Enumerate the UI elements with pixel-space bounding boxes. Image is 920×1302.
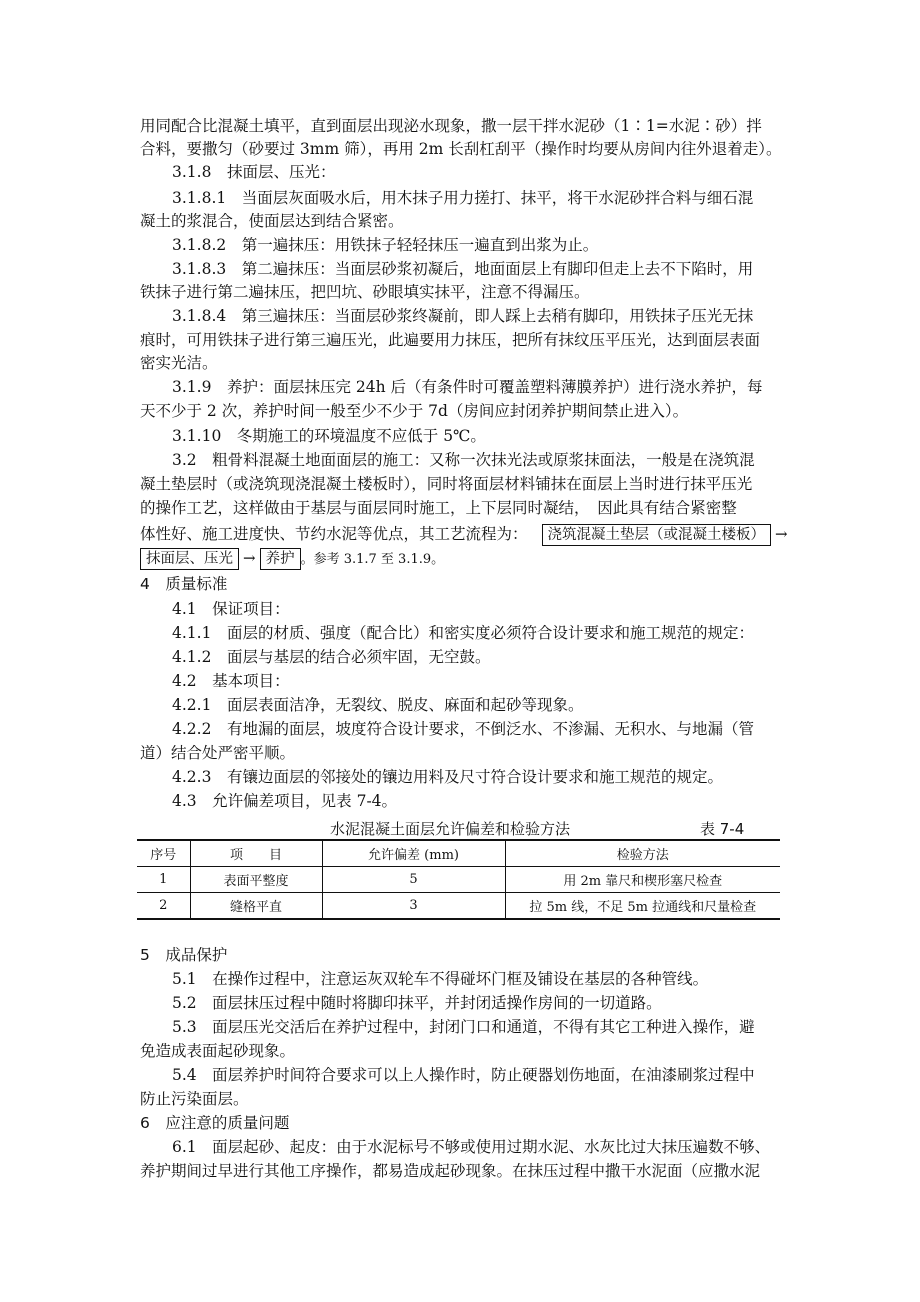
- subsection-heading: 3.1.8 抹面层、压光：: [172, 163, 336, 181]
- paragraph-line: 3.1.9 养护：面层抹压完 24h 后（有条件时可覆盖塑料薄膜养护）进行浇水养护，每: [172, 378, 763, 396]
- paragraph-line: 4.2.3 有镶边面层的邻接处的镶边用料及尺寸符合设计要求和施工规范的规定。: [172, 768, 723, 786]
- section-heading: 5 成品保护: [140, 946, 228, 964]
- paragraph-line: 的操作工艺，这样做由于基层与面层同时施工，上下层同时凝结， 因此具有结合紧密整: [140, 499, 737, 517]
- paragraph-line: 5.1 在操作过程中，注意运灰双轮车不得碰坏门框及铺设在基层的各种管线。: [172, 970, 709, 988]
- paragraph-line: 凝土的浆混合，使面层达到结合紧密。: [140, 212, 404, 230]
- paragraph-line: 痕时，可用铁抹子进行第三遍压光，此遍要用力抹压，把所有抹纹压平压光，达到面层表面: [140, 331, 761, 349]
- tolerance-table: [137, 839, 780, 920]
- paragraph-line: 道）结合处严密平顺。: [140, 744, 296, 762]
- paragraph-line: 防止污染面层。: [140, 1090, 249, 1108]
- paragraph-line: 4.1.1 面层的材质、强度（配合比）和密实度必须符合设计要求和施工规范的规定：: [172, 624, 754, 642]
- paragraph-line: 铁抹子进行第二遍抹压，把凹坑、砂眼填实抹平，注意不得漏压。: [140, 283, 590, 301]
- flow-step-box: 浇筑混凝土垫层（或混凝土楼板）: [542, 524, 772, 546]
- paragraph-line: 养护期间过早进行其他工序操作，都易造成起砂现象。在抹压过程中撒干水泥面（应撒水泥: [140, 1162, 761, 1180]
- paragraph-line: 3.1.8.4 第三遍抹压：当面层砂浆终凝前，即人踩上去稍有脚印，用铁抹子压光无抹: [172, 307, 754, 325]
- table-cell: 表面平整度: [190, 867, 322, 893]
- paragraph-line: 3.1.8.1 当面层灰面吸水后，用木抹子用力搓打、抹平，将干水泥砂拌合料与细石混: [172, 189, 754, 207]
- paragraph-line: 4.3 允许偏差项目，见表 7-4。: [172, 792, 398, 810]
- paragraph-line: 3.2 粗骨料混凝土地面面层的施工：又称一次抹光法或原浆抹面法，一般是在浇筑混: [172, 451, 755, 469]
- section-heading: 4 质量标准: [140, 575, 228, 593]
- paragraph-line: 凝土垫层时（或浇筑现浇混凝土楼板时），同时将面层材料铺抹在面层上当时进行抹平压光: [140, 475, 753, 493]
- paragraph-line: 3.1.8.2 第一遍抹压：用铁抹子轻轻抹压一遍直到出浆为止。: [172, 236, 599, 254]
- table-cell: 拉 5m 线，不足 5m 拉通线和尺量检查: [505, 893, 780, 920]
- paragraph-text: 。参考 3.1.7 至 3.1.9。: [300, 552, 445, 567]
- section-heading: 6 应注意的质量问题: [140, 1114, 290, 1132]
- flow-arrow-icon: →: [775, 525, 788, 543]
- paragraph-text: 体性好、施工进度快、节约水泥等优点，其工艺流程为：: [140, 525, 528, 543]
- table-number: 表 7-4: [700, 820, 745, 838]
- flow-arrow-icon: →: [243, 549, 256, 567]
- column-header: 项 目: [190, 840, 322, 867]
- paragraph-line: 3.1.10 冬期施工的环境温度不应低于 5℃。: [172, 427, 486, 445]
- paragraph-line: 5.4 面层养护时间符合要求可以上人操作时，防止硬器划伤地面，在油漆刷浆过程中: [172, 1066, 755, 1084]
- paragraph-line: 6.1 面层起砂、起皮：由于水泥标号不够或使用过期水泥、水灰比过大抹压遍数不够、: [172, 1138, 771, 1156]
- paragraph-line: 天不少于 2 次，养护时间一般至少不少于 7d（房间应封闭养护期间禁止进入）。: [140, 402, 689, 420]
- flow-step-box: 养护: [260, 548, 301, 570]
- paragraph-line: 5.2 面层抹压过程中随时将脚印抹平，并封闭适操作房间的一切道路。: [172, 994, 662, 1012]
- column-header: 序号: [137, 840, 190, 867]
- table-caption: 水泥混凝土面层允许偏差和检验方法: [330, 820, 571, 838]
- table-cell: 2: [137, 893, 190, 920]
- table-row: [137, 867, 780, 893]
- paragraph-line: 4.2.2 有地漏的面层，坡度符合设计要求，不倒泛水、不渗漏、无积水、与地漏（管: [172, 720, 754, 738]
- table-cell: 用 2m 靠尺和楔形塞尺检查: [505, 867, 780, 893]
- table-header-row: [137, 840, 780, 867]
- paragraph-line: 4.1 保证项目：: [172, 600, 290, 618]
- paragraph-line: 4.1.2 面层与基层的结合必须牢固，无空鼓。: [172, 648, 491, 666]
- column-header: 允许偏差 (mm): [322, 840, 505, 867]
- paragraph-line: 4.2.1 面层表面洁净，无裂纹、脱皮、麻面和起砂等现象。: [172, 696, 584, 714]
- paragraph-line: [140, 523, 792, 546]
- paragraph-line: [140, 547, 444, 571]
- paragraph-line: 免造成表面起砂现象。: [140, 1042, 296, 1060]
- table-row: [137, 893, 780, 920]
- paragraph-line: 3.1.8.3 第二遍抹压：当面层砂浆初凝后，地面面层上有脚印但走上去不下陷时，用: [172, 260, 754, 278]
- flow-step-box: 抹面层、压光: [140, 548, 239, 570]
- paragraph-line: 合料，要撒匀（砂要过 3mm 筛），再用 2m 长刮杠刮平（操作时均要从房间内往外退着走）。: [140, 140, 782, 158]
- table-cell: 5: [322, 867, 505, 893]
- table-cell: 3: [322, 893, 505, 920]
- table-cell: 1: [137, 867, 190, 893]
- paragraph-line: 4.2 基本项目：: [172, 672, 290, 690]
- table-cell: 缝格平直: [190, 893, 322, 920]
- paragraph-line: 5.3 面层压光交活后在养护过程中，封闭门口和通道，不得有其它工种进入操作，避: [172, 1018, 755, 1036]
- column-header: 检验方法: [505, 840, 780, 867]
- paragraph-line: 用同配合比混凝土填平，直到面层出现泌水现象，撒一层干拌水泥砂（1∶1=水泥∶砂）拌: [140, 117, 762, 135]
- paragraph-line: 密实光洁。: [140, 354, 218, 372]
